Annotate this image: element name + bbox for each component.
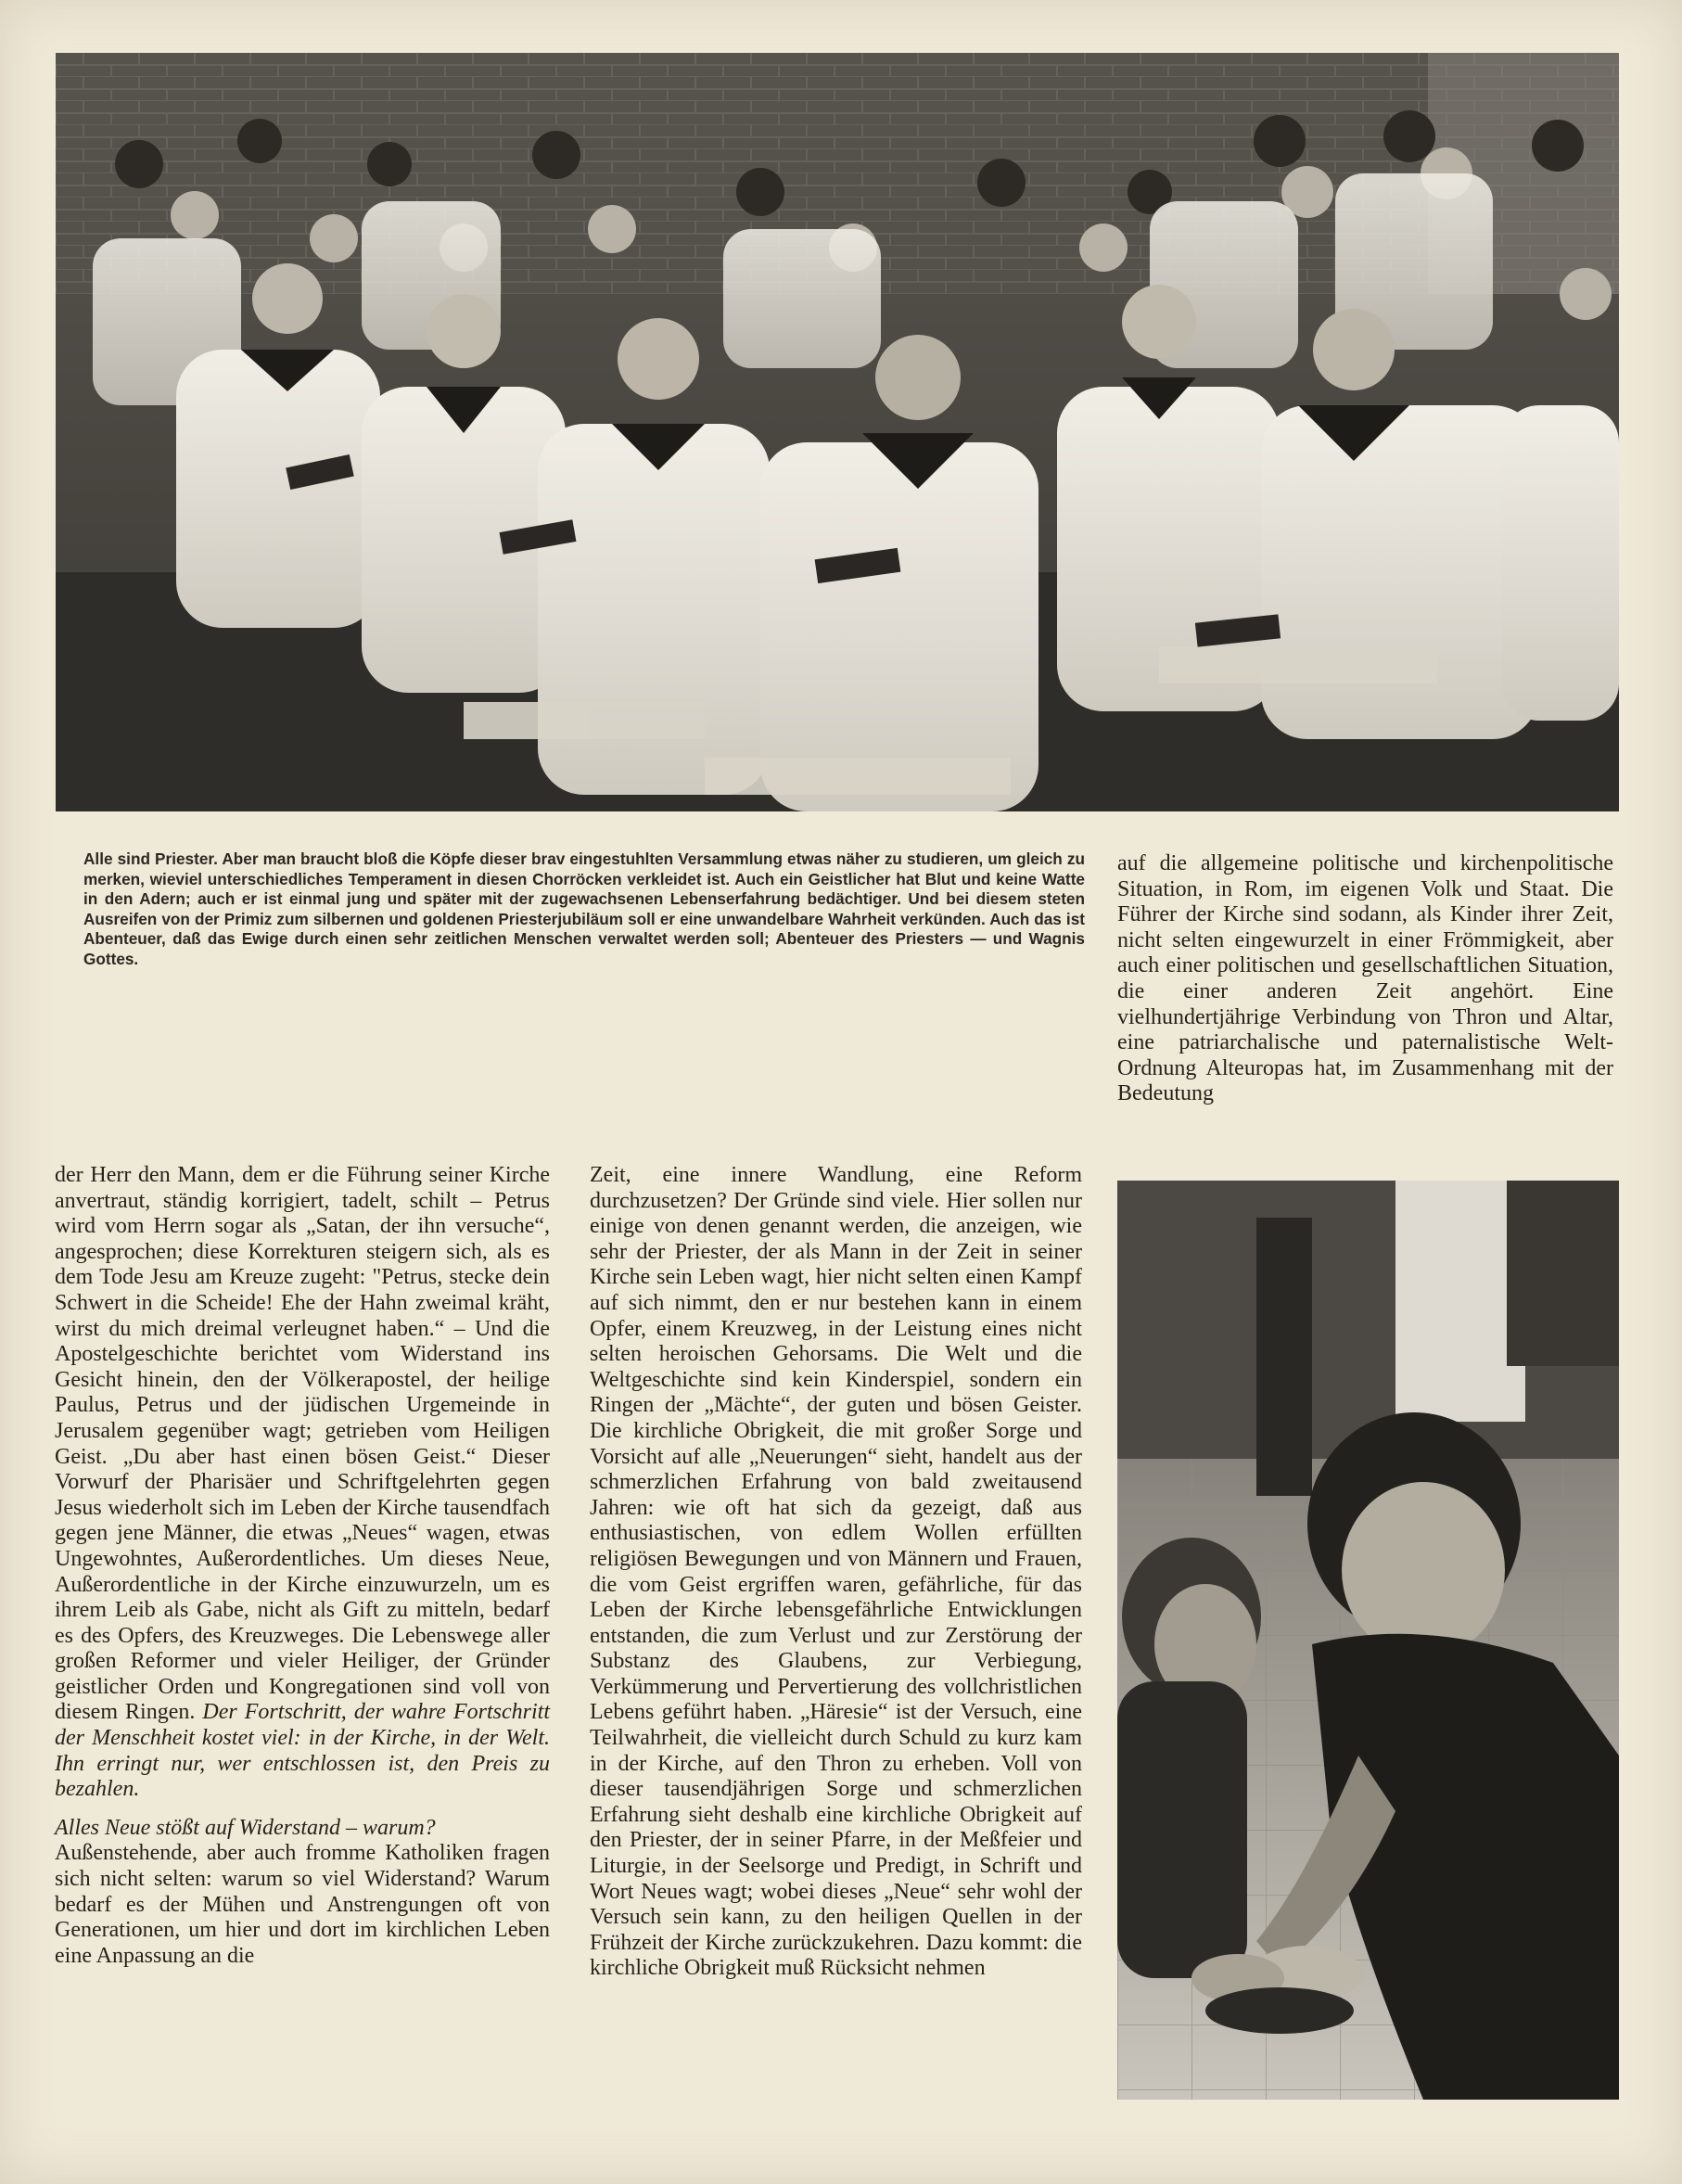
photo-caption: Alle sind Priester. Aber man braucht bloß die Köpfe dieser brav eingestuhlten Versammlung etwas näher zu studieren, um gleich zu merken, wieviel unterschiedliches Temperament in diesen Chorröcken verkleidet ist. Auch ein Geistlicher hat Blut und keine Watte in den Adern; auch er ist einmal jung und später mit der zugewachsenen Lebenserfahrung bedächtiger. Und bei diesem steten Ausreifen von der Primiz zum silbernen und goldenen Priesterjubiläum soll er eine unwandelbare Wahrheit verkünden. Auch das ist Abenteuer, daß das Ewige durch einen sehr zeitlichen Menschen verwaltet werden soll; Abenteuer des Priesters — und Wagnis Gottes. [83,849,1085,968]
paragraph: auf die allgemeine politische und kirchenpolitische Situation, in Rom, im eigenen Volk und Staat. Die Führer der Kirche sind sodann, als Kinder ihrer Zeit, nicht selten eingewurzelt in einer Frömmigkeit, aber auch einer politischen und gesellschaftlichen Situation, die einer anderen Zeit angehört. Eine vielhundertjährige Verbindung von Thron und Altar, eine patriarchalische und paternalistische Welt-Ordnung Alteuropas hat, im Zusammenhang mit der Bedeutung [1117,851,1613,1106]
boys-playing-photo [1117,1181,1619,2100]
priests-choir-photo [56,53,1619,811]
section-subheading: Alles Neue stößt auf Widerstand – warum? [55,1815,436,1840]
text-column-middle [590,1163,1082,1982]
italic-quote: Der Fortschritt, der wahre Fortschritt der Menschheit kostet viel: in der Kirche, in der Welt. Ihn erringt nur, wer entschlossen ist, den Preis zu bezahlen. [55,1700,551,1802]
text-column-top-right [1117,851,1613,1107]
body-text: der Herr den Mann, dem er die Führung seiner Kirche anvertraut, ständig korrigiert, tadelt, schilt – Petrus wird vom Herrn sogar als „Satan, der ihn versuche“, angesprochen; diese Korrekturen steigern sich, als es dem Tode Jesu am Kreuze zugeht: "Petrus, stecke dein Schwert in die Scheide! Ehe der Hahn zweimal kräht, wirst du mich dreimal verleugnet haben.“ – Und die Apostelgeschichte berichtet vom Widerstand ins Gesicht hinein, den der Völkerapostel, der heilige Paulus, Petrus und der jüdischen Urgemeinde in Jerusalem gegenüber wagt; getrieben vom Heiligen Geist. „Du aber hast einen bösen Geist.“ Dieser Vorwurf der Pharisäer und Schriftgelehrten gegen Jesus wiederholt sich im Leben der Kirche tausendfach gegen jene Männer, die etwas „Neues“ wagen, etwas Ungewohntes, Außerordentliches. Um dieses Neue, Außerordentliche in der Kirche einzuwurzeln, um es ihrem Leib als Gabe, nicht als Gift zu mitteln, bedarf es des Opfers, des Kreuzweges. Die Lebenswege aller großen Reformer und vieler Heiliger, der Gründer geistlicher Orden und Kongregationen sind voll von diesem Ringen. [55,1163,550,1725]
paragraph: Zeit, eine innere Wandlung, eine Reform durchzusetzen? Der Gründe sind viele. Hier sollen nur einige von denen genannt werden, die anzeigen, wie sehr der Priester, der als Mann in der Zeit in seiner Kirche sein Leben wagt, hier nicht selten einen Kampf auf sich nimmt, den er nur bestehen kann in einem Opfer, einem Kreuzweg, in der Leistung eines nicht selten heroischen Gehorsams. Die Welt und die Weltgeschichte sind kein Kinderspiel, sondern ein Ringen der „Mächte“, der guten und bösen Geister. Die kirchliche Obrigkeit, die mit großer Sorge und Vorsicht auf alle „Neuerungen“ sieht, handelt aus der schmerzlichen Erfahrung von bald zweitausend Jahren: wie oft hat sich da gezeigt, daß aus enthusiastischen, von edlem Wollen erfüllten religiösen Bewegungen und von Männern und Frauen, die vom Geist ergriffen waren, gefährliche, für das Leben der Kirche lebensgefährliche Entwicklungen entstanden, die zum Verlust und zur Zerstörung der Substanz des Glaubens, zur Verbiegung, Verkümmerung und Pervertierung des vollchristlichen Lebens geführt haben. „Häresie“ ist der Versuch, eine Teilwahrheit, die vielleicht durch Schuld zu kurz kam in der Kirche, auf den Thron zu erheben. Voll von dieser tausendjährigen Sorge und schmerzlichen Erfahrung sieht deshalb eine kirchliche Obrigkeit auf den Priester, der in seiner Pfarre, in der Meßfeier und Liturgie, in der Seelsorge und Predigt, in Schrift und Wort Neues wagt; wobei dieses „Neue“ sehr wohl der Versuch sein kann, zu den heiligen Quellen in der Frühzeit der Kirche zurückzukehren. Dazu kommt: die kirchliche Obrigkeit muß Rücksicht nehmen [590,1163,1082,1981]
paragraph [55,1163,550,1803]
text-column-left [55,1163,550,1969]
paragraph: Außenstehende, aber auch fromme Katholiken fragen sich nicht selten: warum so viel Widerstand? Warum bedarf es der Mühen und Anstrengungen oft von Generationen, um hier und dort im kirchlichen Leben eine Anpassung an die [55,1841,550,1968]
